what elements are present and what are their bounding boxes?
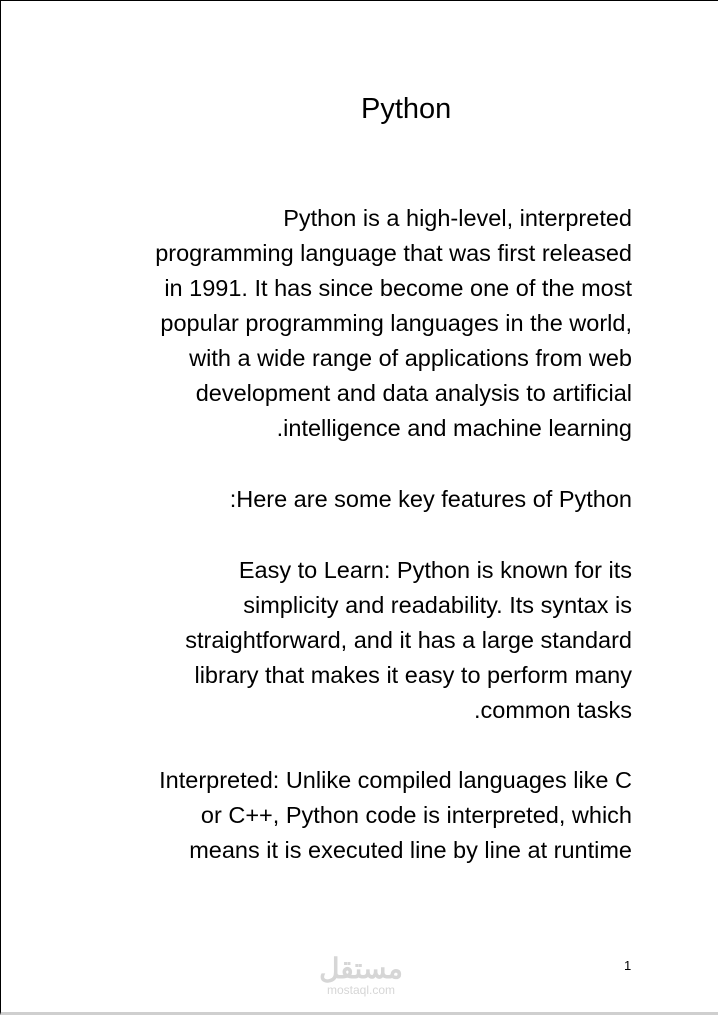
intro-paragraph xyxy=(155,201,632,446)
paragraph-line: straightforward, and it has a large standard xyxy=(185,627,632,653)
paragraph-line: programming language that was first released xyxy=(155,240,632,266)
paragraph-line: development and data analysis to artificial xyxy=(195,380,632,406)
watermark-logo: مستقل xyxy=(319,953,403,984)
easy-to-learn-paragraph xyxy=(185,553,632,728)
mostaql-watermark xyxy=(301,954,421,996)
watermark-url: mostaql.com xyxy=(326,983,396,997)
paragraph-line: library that makes it easy to perform many xyxy=(194,662,632,688)
page-number: 1 xyxy=(624,958,632,973)
interpreted-paragraph xyxy=(159,763,632,868)
paragraph-line: Interpreted: Unlike compiled languages like C xyxy=(159,767,632,793)
paragraph-line: in 1991. It has since become one of the most xyxy=(164,275,632,301)
paragraph-line: or C++, Python code is interpreted, which xyxy=(200,802,632,828)
document-title: Python xyxy=(361,93,452,125)
paragraph-line: means it is executed line by line at runtime xyxy=(189,837,632,863)
paragraph-line: .common tasks xyxy=(473,697,632,723)
paragraph-line: with a wide range of applications from web xyxy=(189,345,632,371)
paragraph-line: .intelligence and machine learning xyxy=(276,415,632,441)
paragraph-line: :Here are some key features of Python xyxy=(229,486,632,512)
paragraph-line: Python is a high-level, interpreted xyxy=(283,205,632,231)
paragraph-line: Easy to Learn: Python is known for its xyxy=(238,557,632,583)
paragraph-line: popular programming languages in the world, xyxy=(160,310,632,336)
features-heading xyxy=(230,482,632,517)
paragraph-line: simplicity and readability. Its syntax is xyxy=(243,592,632,618)
